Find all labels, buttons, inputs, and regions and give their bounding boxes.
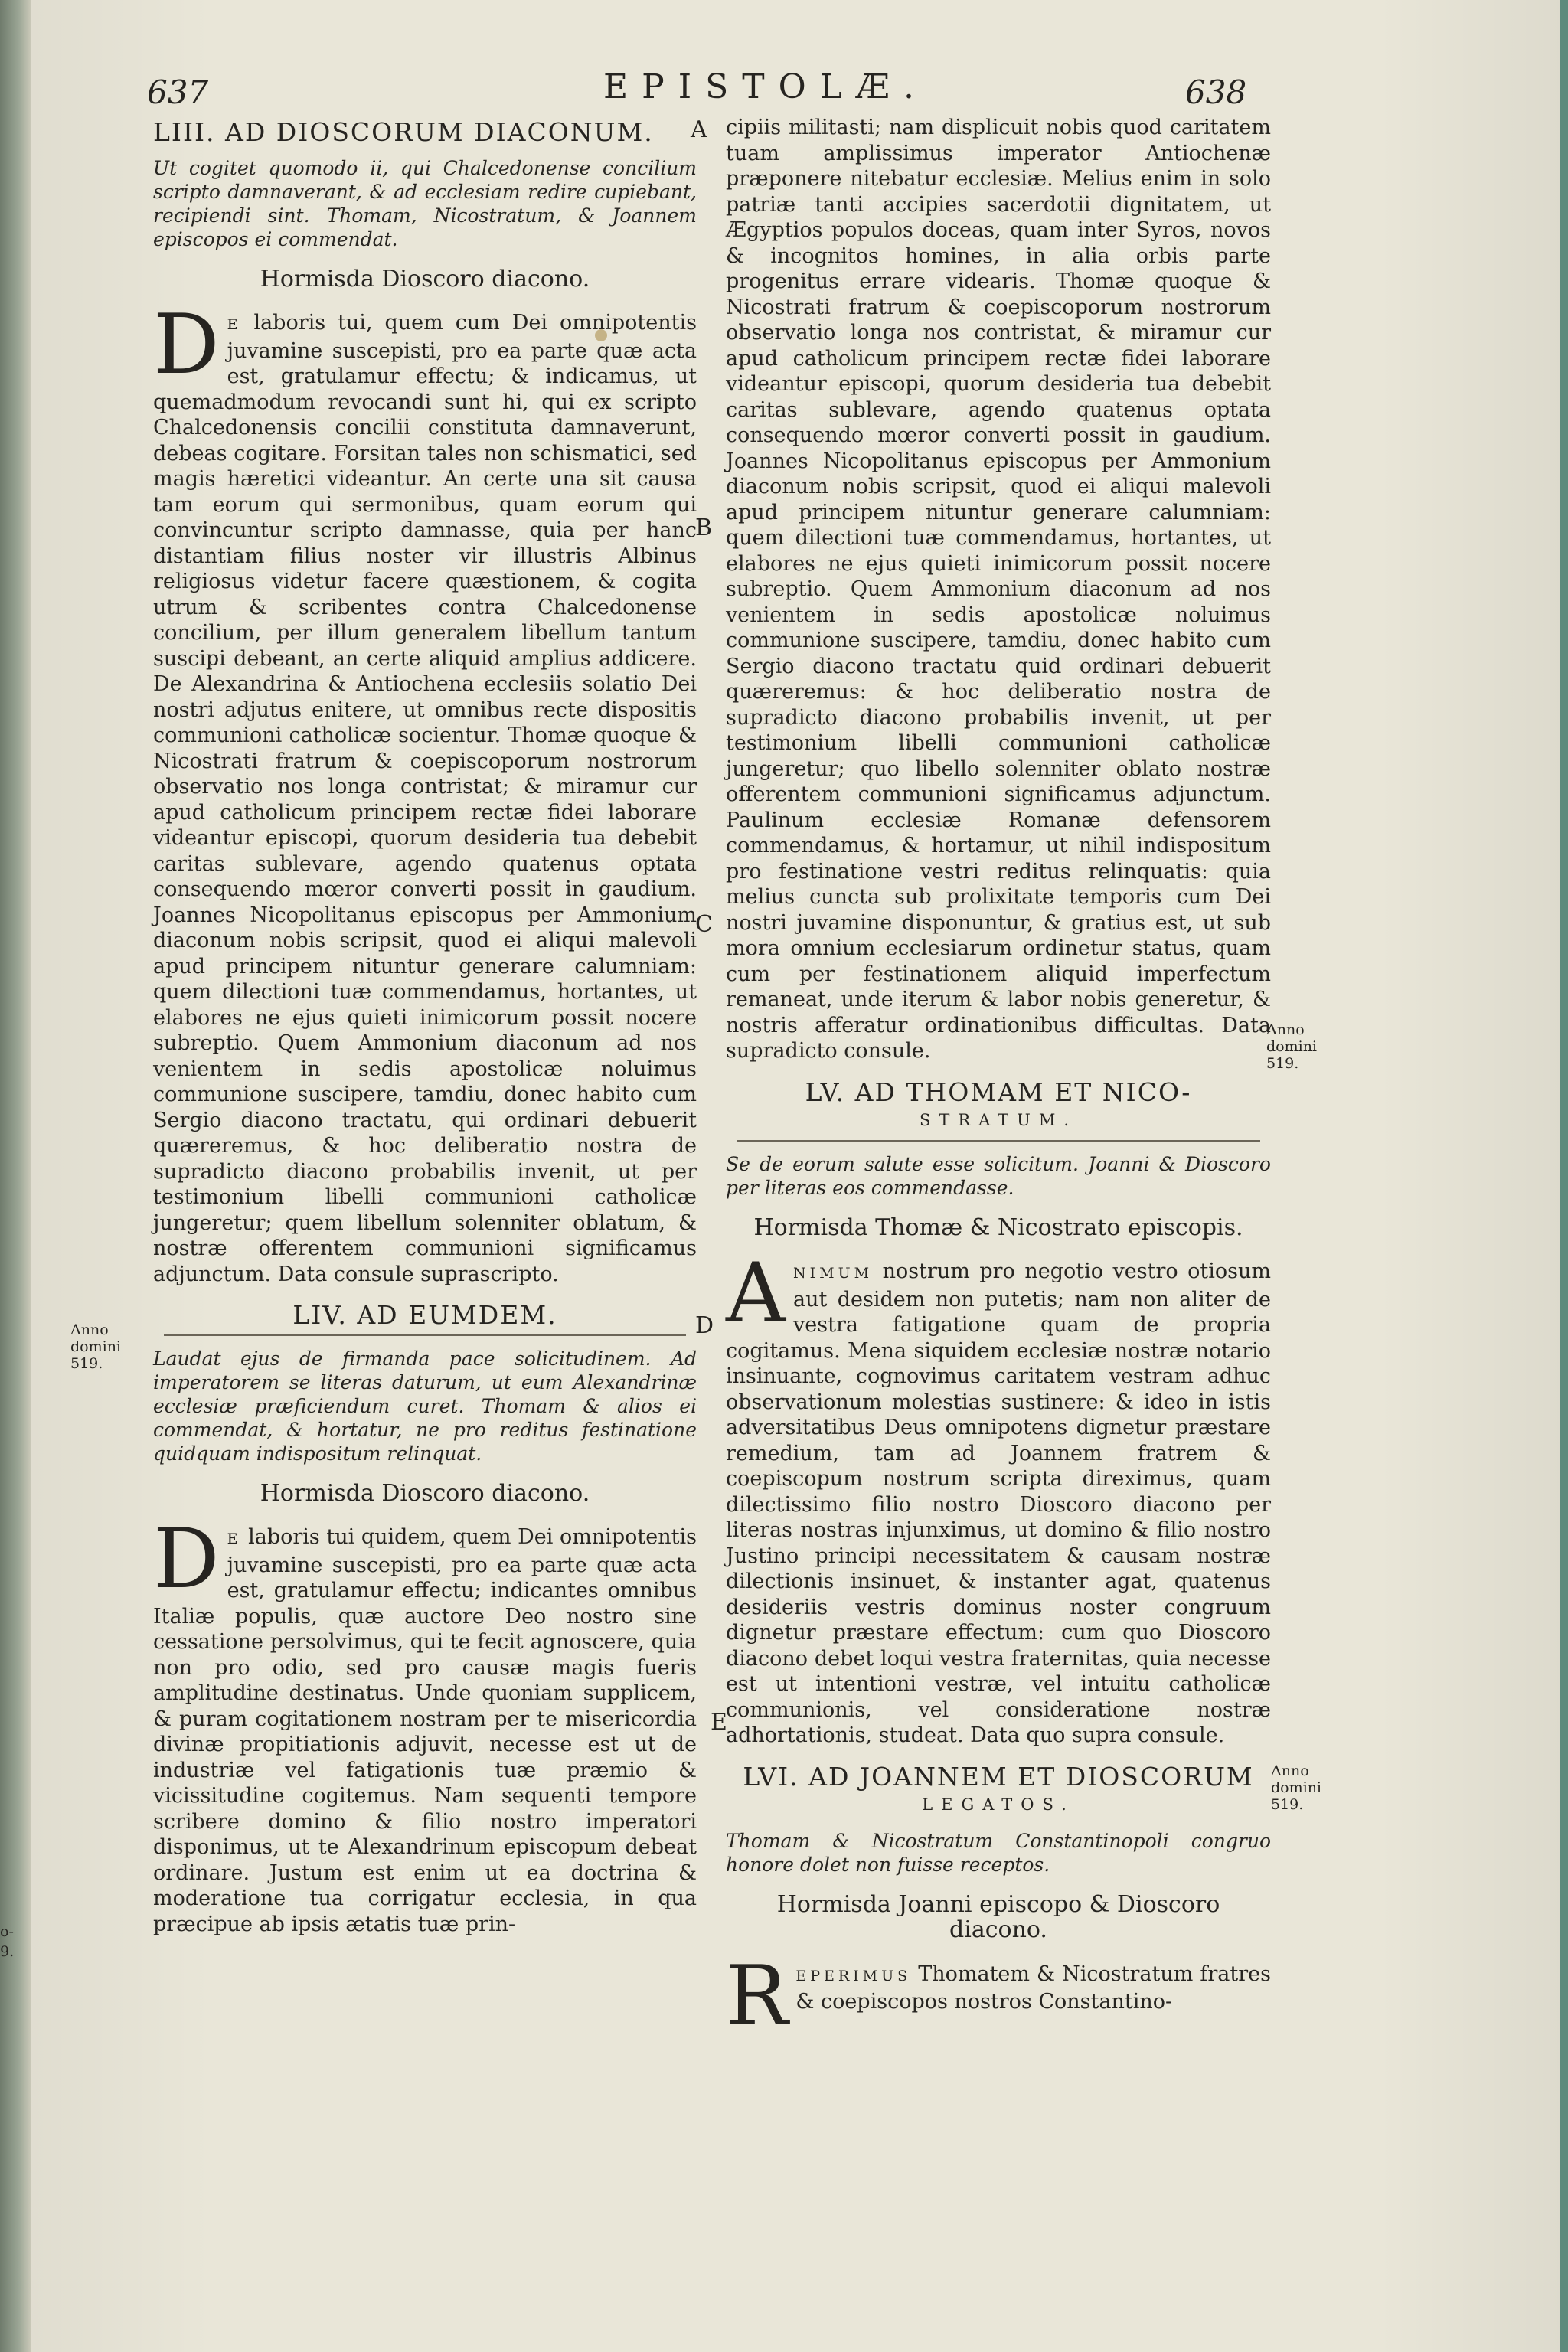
letter-53-salutation: Hormisda Dioscoro diacono. [260,265,590,292]
section-marker-e: E [710,1709,727,1736]
letter-54-heading: LIV. AD EUMDEM. [292,1300,557,1330]
margin-note-cut-1: o- [0,1923,14,1940]
margin-note-anno-left: Anno domini 519. [70,1321,122,1372]
letter-54-summary: Laudat ejus de firmanda pace solicitudinem. Ad imperatorem se literas daturum, ut eum Alexandrinæ ecclesiæ præficiendum curet. Thomam & alios ei commendat, & hortatur, ne pro reditus festinatione quidquam indispositum relinquat. [153,1347,697,1465]
letter-55-salutation: Hormisda Thomæ & Nicostrato episcopis. [753,1214,1243,1241]
letter-55-text: nostrum pro negotio vestro otiosum aut desidem non putetis; nam non aliter de vestra fatigatione quam de propria cogitamus. Mena siquidem ecclesiæ nostræ notario insinuante, cognovimus caritatem vestram adhuc observationum molestias sustinere: & ideo in istis adversitatibus Deus omnipotens dignetur præstare remedium, tam ad Joannem fratrem & coepiscopum nostrum scripta direximus, quam dilectissimo filio nostro Dioscoro diacono per literas nostras injunximus, ut domino & filio nostro Justino principi necessitatem & causam nostræ dilectionis insinuet, & instanter agat, quatenus desideriis vestris dominus noster congruum dignetur præstare effectum: cum quo Dioscoro diacono debet loqui vestra fraternitas, quia necesse est ut intentioni vestræ, vel intuitu catholicæ communionis, vel consideratione nostræ adhortationis, studeat. Data quo supra consule. [726,1259,1271,1747]
letter-53-heading: LIII. AD DIOSCORUM DIACONUM. [153,117,654,147]
section-marker-d: D [695,1312,714,1339]
letter-56-summary: Thomam & Nicostratum Constantinopoli congruo honore dolet non fuisse receptos. [726,1829,1271,1876]
drop-capital: R [726,1948,789,2044]
running-title: EPISTOLÆ. [603,67,928,106]
letter-56-title: LVI. AD JOANNEM ET DIOSCORUM [743,1761,1254,1792]
margin-note-anno-right-2: Anno domini 519. [1271,1762,1322,1813]
letter-56-text: Thomatem & Nicostratum fratres & coepiscopos nostros Constantino- [795,1962,1271,2014]
letter-55-body [726,1246,1271,1749]
drop-capital: D [153,1511,220,1607]
letter-56-body [726,1948,1271,2044]
letter-54-salutation: Hormisda Dioscoro diacono. [260,1479,590,1507]
heading-rule [164,1334,686,1336]
drop-capital: A [726,1246,786,1341]
letter-56-salutation: Hormisda Joanni episcopo & Dioscoro diacono. [776,1890,1220,1943]
letter-54-text: laboris tui quidem, quem Dei omnipotentis juvamine suscepisti, pro ea parte quæ acta est, gratulamur effectu; indicantes omnibus Italiæ populis, quæ auctore Deo nostro sine cessatione persolvimus, qui te fecit agnoscere, quia non pro odio, sed pro causæ magis fueris amplitudine destinatus. Unde quoniam supplicem, & puram cogitationem nostram per te misericordia divinæ propitiationis adjuvit, necesse est ut de industriæ vel fatigationis tuæ præmio & vicissitudine cogitemus. Nam sequenti tempore scribere domino & filio nostro imperatori disponimus, ut te Alexandrinum episcopum debeat ordinare. Justum est enim ut ea doctrina & moderatione tua corrigatur ecclesia, in qua præcipue ab ipsis ætatis tuæ prin- [153,1525,697,1936]
letter-54-continuation: cipiis militasti; nam displicuit nobis quod caritatem tuam amplissimus imperator Antiochenæ præponere nitebatur ecclesiæ. Melius enim in solo patriæ tanti accipies sacerdotii dignitatem, ut Ægyptios populos doceas, quam inter Syros, novos & incognitos homines, in alia orbis parte progenitus errare videaris. Thomæ quoque & Nicostrati fratrum & coepiscoporum nostrorum observatio longa nos contristat, & miramur cur apud catholicum principem rectæ fidei laborare videantur episcopi, quorum desideria tua debebit caritas sublevare, agendo quatenus optata consequendo mœror converti possit in gaudium. Joannes Nicopolitanus episcopus per Ammonium diaconum nobis scripsit, quod ei aliqui malevoli apud principem nituntur generare calumniam: quem dilectioni tuæ commendamus, hortantes, ut elabores ne ejus quieti inimicorum possit nocere subreptio. Quem Ammonium diaconum ad nos venientem in sedis apostolicæ noluimus communione suscipere, tamdiu, donec habito cum Sergio diacono tractatu quid ordinari debuerit quæreremus: & hoc deliberatio nostra de supradicto diacono probabilis invenit, ut per testimonium libelli communioni catholicæ jungeretur; quo libello solenniter oblato nostræ offerentem communioni significamus adjunctum. Paulinum ecclesiæ Romanæ defensorem commendamus, & hortamur, ut nihil indispositum pro festinatione vestri reditus relinquatis: quia melius cuncta sub prolixitate temporis cum Dei nostri juvamine disponuntur, & gratius est, ut sub mora omnium ecclesiarum ordinetur status, quam cum per festinationem aliquid imperfectum remaneat, unde iterum & labor nobis generetur, & nostris afferatur ordinationibus difficultas. Data supradicto consule. [726,116,1271,1063]
letter-54-body [153,1511,697,1937]
initial-continuation: NIMUM [793,1265,874,1282]
letter-55-heading [726,1076,1271,1134]
left-column [153,115,697,1952]
letter-56-title-sub: LEGATOS. [922,1795,1075,1814]
drop-capital: D [153,297,220,393]
section-marker-b: B [695,514,713,541]
letter-55-title-sub: STRATUM. [919,1111,1078,1129]
initial-continuation: E [227,316,242,333]
letter-53-body [153,297,697,1287]
letter-53-text: laboris tui, quem cum Dei omnipotentis juvamine suscepisti, pro ea parte quæ acta est, gratulamur effectu; & indicamus, ut quemadmodum revocandi sunt hi, qui ex scripto Chalcedonensis concilii constituta damnaverunt, debeas cogitare. Forsitan tales non schismatici, sed magis hæretici videantur. An certe una sit causa tam eorum qui sermonibus, quam eorum qui convincuntur scripto damnasse, quia per hanc distantiam filius noster vir illustris Albinus religiosus videtur facere quæstionem, & cogita utrum & scribentes contra Chalcedonense concilium, per illum generalem libellum tantum suscipi debeant, an certe aliquid amplius addicere. De Alexandrina & Antiochena ecclesiis solatio Dei nostri adjutus enitere, ut omnibus recte dispositis communioni catholicæ socientur. Thomæ quoque & Nicostrati fratrum & coepiscoporum nostrorum observatio nos longa contristat; & miramur cur apud catholicum principem rectæ fidei laborare videantur episcopi, quorum desideria tua debebit caritas sublevare, agendo quatenus optata consequendo mœror converti possit in gaudium. Joannes Nicopolitanus episcopus per Ammonium diaconum nobis scripsit, quod ei aliqui malevoli apud principem nituntur generare calumniam: quem dilectioni tuæ commendamus, hortantes, ut elabores ne ejus quieti inimicorum possit nocere subreptio. Quem Ammonium diaconum ad nos venientem in sedis apostolicæ noluimus communione suscipere, tamdiu, donec habito cum Sergio diacono tractatu, qui ordinari debuerit quæreremus, & hoc deliberatio nostra de supradicto diacono probabilis invenit, ut per testimonium libelli communioni catholicæ jungeretur; quem libellum solenniter oblatum, & nostræ offerentem communioni significamus adjunctum. Data consule suprascripto. [153,311,697,1286]
initial-continuation: EPERIMUS [795,1967,912,1984]
page-number-right: 638 [1185,74,1247,111]
initial-continuation: E [227,1530,242,1547]
letter-55-title: LV. AD THOMAM ET NICO- [805,1076,1192,1107]
letter-56-heading [726,1761,1271,1818]
letter-55-summary: Se de eorum salute esse solicitum. Joanni & Dioscoro per literas eos commendasse. [726,1152,1271,1199]
right-column [726,115,1271,2044]
section-marker-a: A [691,116,707,143]
letter-53-summary: Ut cogitet quomodo ii, qui Chalcedonense concilium scripto damnaverant, & ad ecclesiam redire cupiebant, recipiendi sint. Thomam, Nicostratum, & Joannem episcopos ei commendat. [153,156,697,250]
section-marker-c: C [695,911,713,938]
book-spine [0,0,31,2352]
margin-note-cut-2: 9. [0,1943,15,1960]
margin-note-anno-right-1: Anno domini 519. [1266,1021,1318,1072]
page-number-left: 637 [147,74,209,111]
heading-rule [737,1140,1260,1142]
